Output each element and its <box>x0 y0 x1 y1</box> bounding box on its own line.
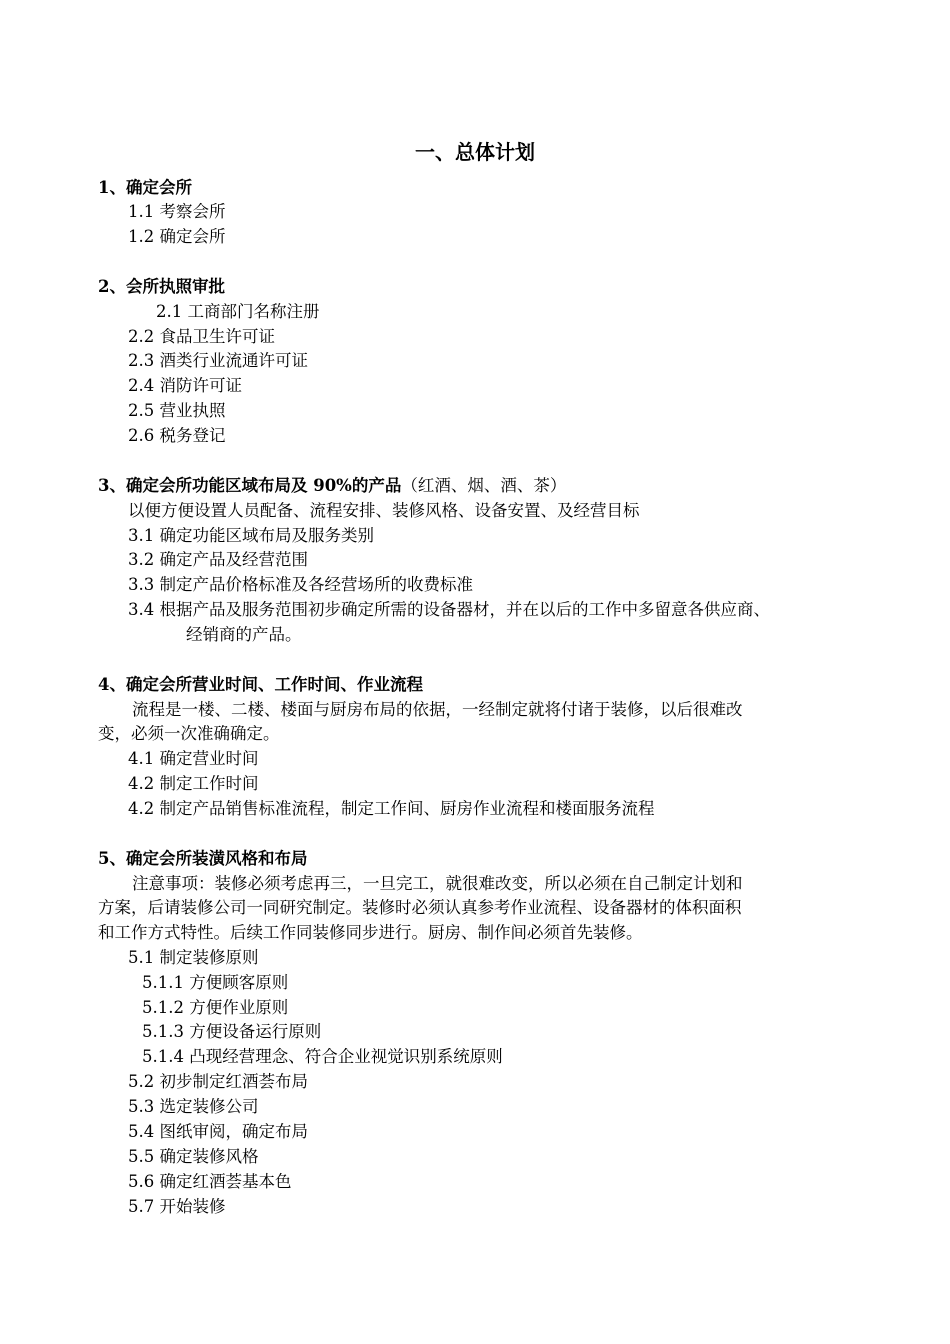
list-item: 3.1 确定功能区域布局及服务类别 <box>128 526 374 545</box>
list-item: 3.3 制定产品价格标准及各经营场所的收费标准 <box>128 575 473 594</box>
section-4-paragraph-line: 变，必须一次准确确定。 <box>98 724 280 743</box>
list-item-continuation: 经销商的产品。 <box>186 625 302 644</box>
page-title: 一、总体计划 <box>415 140 535 164</box>
list-item: 3.2 确定产品及经营范围 <box>128 550 308 569</box>
list-item: 5.6 确定红酒荟基本色 <box>128 1172 292 1191</box>
list-item: 5.3 选定装修公司 <box>128 1097 259 1116</box>
section-5-heading: 5、确定会所装潢风格和布局 <box>98 849 308 868</box>
section-4-paragraph-line: 流程是一楼、二楼、楼面与厨房布局的依据，一经制定就将付诸于装修，以后很难改 <box>132 700 743 719</box>
list-item: 2.3 酒类行业流通许可证 <box>128 351 308 370</box>
list-item: 1.2 确定会所 <box>128 227 226 246</box>
list-item: 1.1 考察会所 <box>128 202 226 221</box>
section-3-heading-row <box>98 474 566 498</box>
section-3-heading: 3、确定会所功能区域布局及 90%的产品 <box>98 476 402 495</box>
section-4-heading: 4、确定会所营业时间、工作时间、作业流程 <box>98 675 423 694</box>
list-item: 5.4 图纸审阅，确定布局 <box>128 1122 308 1141</box>
list-item: 4.2 制定工作时间 <box>128 774 259 793</box>
list-item: 2.5 营业执照 <box>128 401 226 420</box>
list-item: 3.4 根据产品及服务范围初步确定所需的设备器材，并在以后的工作中多留意各供应商、 <box>128 600 770 619</box>
list-item: 5.7 开始装修 <box>128 1197 226 1216</box>
list-item: 2.4 消防许可证 <box>128 376 242 395</box>
sub-list-item: 5.1.2 方便作业原则 <box>142 998 289 1017</box>
list-item: 4.2 制定产品销售标准流程，制定工作间、厨房作业流程和楼面服务流程 <box>128 799 655 818</box>
section-3-heading-note: （红酒、烟、酒、茶） <box>401 476 567 495</box>
sub-list-item: 5.1.3 方便设备运行原则 <box>142 1022 322 1041</box>
sub-list-item: 5.1.4 凸现经营理念、符合企业视觉识别系统原则 <box>142 1047 503 1066</box>
list-item: 2.6 税务登记 <box>128 426 226 445</box>
list-item: 2.2 食品卫生许可证 <box>128 327 275 346</box>
list-item: 5.5 确定装修风格 <box>128 1147 259 1166</box>
section-3-intro: 以便方便设置人员配备、流程安排、装修风格、设备安置、及经营目标 <box>128 501 640 520</box>
sub-list-item: 5.1.1 方便顾客原则 <box>142 973 289 992</box>
list-item: 5.1 制定装修原则 <box>128 948 259 967</box>
section-2-heading: 2、会所执照审批 <box>98 277 225 296</box>
list-item: 5.2 初步制定红酒荟布局 <box>128 1072 308 1091</box>
section-5-paragraph-line: 方案，后请装修公司一同研究制定。装修时必须认真参考作业流程、设备器材的体积面积 <box>98 898 742 917</box>
section-5-paragraph-line: 和工作方式特性。后续工作同装修同步进行。厨房、制作间必须首先装修。 <box>98 923 643 942</box>
list-item: 4.1 确定营业时间 <box>128 749 259 768</box>
section-1-heading: 1、确定会所 <box>98 178 192 197</box>
section-5-paragraph-line: 注意事项：装修必须考虑再三，一旦完工，就很难改变，所以必须在自己制定计划和 <box>132 874 743 893</box>
list-item: 2.1 工商部门名称注册 <box>156 302 320 321</box>
